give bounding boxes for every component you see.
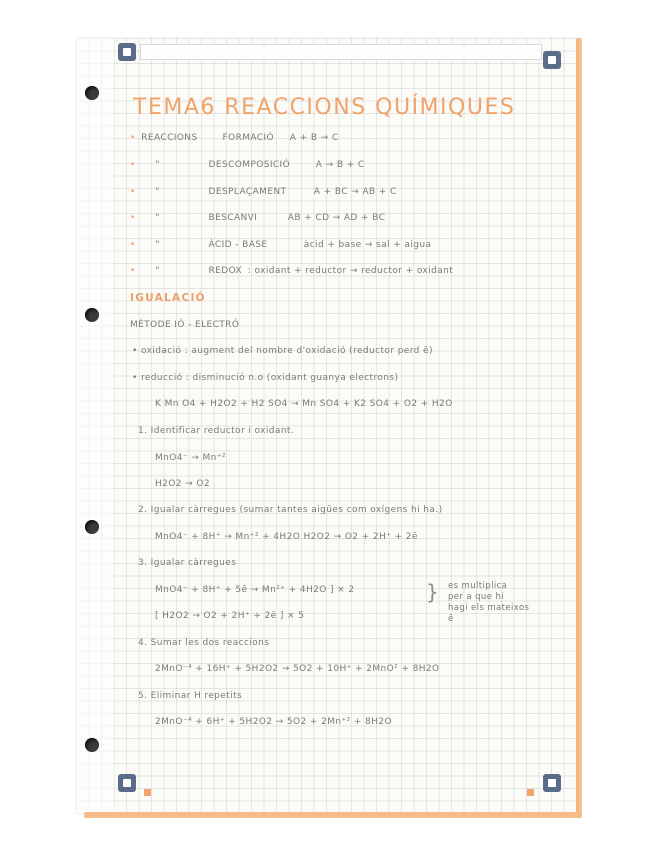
reaction-equation: AB + CD → AD + BC xyxy=(287,213,386,223)
reaction-row xyxy=(130,266,453,276)
binder-hole-icon xyxy=(85,86,99,100)
header-strip xyxy=(140,44,542,60)
reaction-equation: àcid + base → sal + aigua xyxy=(303,240,432,250)
step-1: 1. Identificar reductor i oxidant. xyxy=(138,426,295,436)
step-4-eq: 2MnO⁻⁴ + 16H⁺ + 5H2O2 → 5O2 + 10H⁺ + 2MnO² + 8H2O xyxy=(155,664,440,674)
reaction-equation: A + B → C xyxy=(289,133,339,143)
page-edge-right xyxy=(576,38,582,814)
definition-reduction: • reducció : disminució n.o (oxidant guanya electrons) xyxy=(132,373,399,383)
reaction-label: " xyxy=(155,266,160,276)
step-3-a: MnO4⁻ + 8H⁺ + 5ē → Mn²⁺ + 4H2O ] × 2 xyxy=(155,585,355,595)
bullet: • xyxy=(130,266,136,276)
corner-marker-icon xyxy=(543,51,561,69)
main-equation: K Mn O4 + H2O2 + H2 SO4 → Mn SO4 + K2 SO4 + O2 + H2O xyxy=(155,399,453,409)
note-line: ē xyxy=(448,614,454,624)
reaction-row xyxy=(130,213,385,223)
step-3-note xyxy=(448,581,529,625)
binder-hole-icon xyxy=(85,738,99,752)
reaction-name: DESCOMPOSICIÓ xyxy=(208,160,291,170)
step-4: 4. Sumar les dos reaccions xyxy=(138,638,270,648)
orange-dot-icon xyxy=(144,789,151,796)
reaction-row xyxy=(130,187,397,197)
reaction-name: BESCANVI xyxy=(208,213,258,223)
note-line: hagi els mateixos xyxy=(448,603,530,613)
note-line: per a que hi xyxy=(448,592,504,602)
reaction-label: REACCIONS xyxy=(141,133,198,143)
reaction-name: FORMACIÓ xyxy=(222,133,275,143)
corner-marker-icon xyxy=(118,774,136,792)
bullet: • xyxy=(130,187,136,197)
step-5-eq: 2MnO⁻⁴ + 6H⁺ + 5H2O2 → 5O2 + 2Mn⁺² + 8H2O xyxy=(155,717,393,727)
reaction-name: ÀCID - BASE xyxy=(208,240,268,250)
reaction-label: " xyxy=(155,240,160,250)
note-line: es multiplica xyxy=(448,581,508,591)
step-1-b: H2O2 → O2 xyxy=(155,479,210,489)
method-title: MÈTODE IÓ - ELECTRÓ xyxy=(130,320,240,330)
step-3-b: [ H2O2 → O2 + 2H⁺ + 2ē ] × 5 xyxy=(155,611,305,621)
step-2-eq: MnO4⁻ + 8H⁺ → Mn⁺² + 4H2O H2O2 → O2 + 2H⁺ + 2ē xyxy=(155,532,418,542)
binder-hole-icon xyxy=(85,520,99,534)
definition-oxidation: • oxidació : augment del nombre d'oxidació (reductor perd ē) xyxy=(132,346,433,356)
page-edge-bottom xyxy=(84,812,582,818)
step-3: 3. Igualar càrregues xyxy=(138,558,237,568)
bullet: • xyxy=(130,133,136,143)
bullet: • xyxy=(130,213,136,223)
bullet: • xyxy=(130,160,136,170)
reaction-equation: : oxidant + reductor → reductor + oxidant xyxy=(247,266,454,276)
brace-icon: } xyxy=(426,580,440,604)
corner-marker-icon xyxy=(118,43,136,61)
reaction-name: DESPLAÇAMENT xyxy=(208,187,287,197)
binder-hole-icon xyxy=(85,308,99,322)
reaction-name: REDOX xyxy=(208,266,243,276)
reaction-equation: A → B + C xyxy=(315,160,365,170)
reaction-row xyxy=(130,160,365,170)
step-1-a: MnO4⁻ → Mn⁺² xyxy=(155,453,226,463)
reaction-row xyxy=(130,240,431,250)
step-5: 5. Eliminar H repetits xyxy=(138,691,243,701)
reaction-label: " xyxy=(155,187,160,197)
reaction-label: " xyxy=(155,213,160,223)
page-title: TEMA6 REACCIONS QUÍMIQUES xyxy=(133,95,516,120)
reaction-label: " xyxy=(155,160,160,170)
orange-dot-icon xyxy=(527,789,534,796)
bullet: • xyxy=(130,240,136,250)
reaction-row xyxy=(130,133,339,143)
corner-marker-icon xyxy=(543,774,561,792)
section-heading: IGUALACIÓ xyxy=(130,292,206,304)
step-2: 2. Igualar càrregues (sumar tantes aigües com oxígens hi ha.) xyxy=(138,505,443,515)
reaction-equation: A + BC → AB + C xyxy=(313,187,397,197)
